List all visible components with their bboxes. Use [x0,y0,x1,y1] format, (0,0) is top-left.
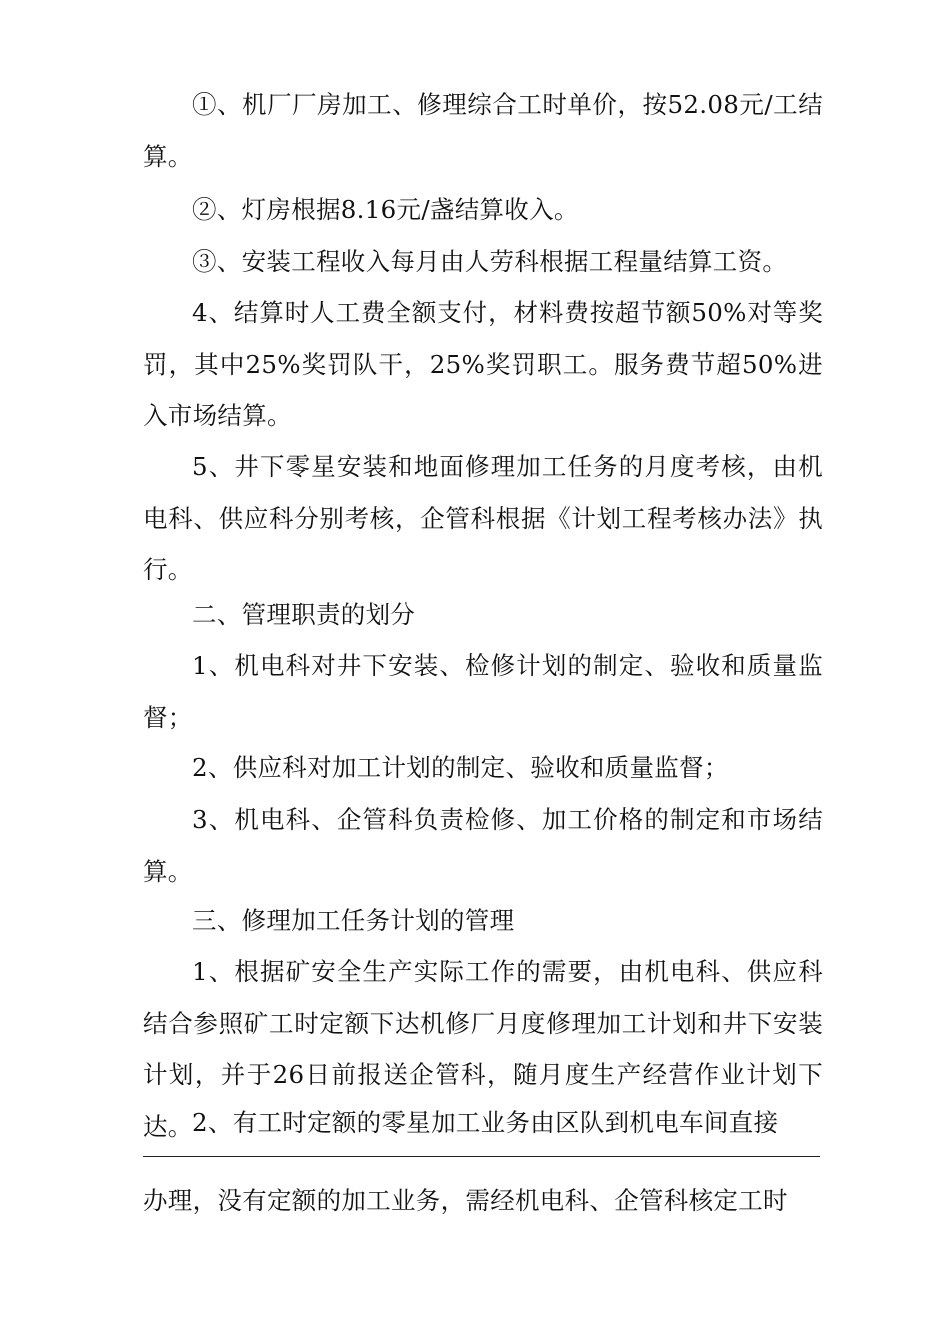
paragraph-mech-elec-duty: 1、机电科对井下安装、检修计划的制定、验收和质量监督； [143,651,823,732]
paragraph-item-3-installation: ③、安装工程收入每月由人劳科根据工程量结算工资。 [192,247,788,276]
paragraph-pricing-duty: 3、机电科、企管科负责检修、加工价格的制定和市场结算。 [143,805,823,886]
section-heading-task-plan: 三、修理加工任务计划的管理 [192,906,515,935]
paragraph-supply-duty: 2、供应科对加工计划的制定、验收和质量监督； [192,753,729,782]
paragraph-item-1-labor-price: ①、机厂厂房加工、修理综合工时单价，按52.08元/工结算。 [143,90,823,171]
paragraph-item-2-lamp-room: ②、灯房根据8.16元/盏结算收入。 [192,195,579,224]
footer-continuation-text: 办理，没有定额的加工业务，需经机电科、企管科核定工时 [143,1186,788,1215]
paragraph-settlement-rules: 4、结算时人工费全额支付，材料费按超节额50%对等奖罚，其中25%奖罚队干，25%奖罚职工。服务费节超50%进入市场结算。 [143,298,823,430]
paragraph-quota-work: 2、有工时定额的零星加工业务由区队到机电车间直接 [192,1108,779,1137]
page-divider [143,1156,820,1157]
paragraph-monthly-assessment: 5、井下零星安装和地面修理加工任务的月度考核，由机电科、供应科分别考核，企管科根据《计划工程考核办法》执行。 [143,452,823,584]
paragraph-plan-issuance: 1、根据矿安全生产实际工作的需要，由机电科、供应科结合参照矿工时定额下达机修厂月度修理加工计划和井下安装计划，并于26日前报送企管科，随月度生产经营作业计划下达。 [143,957,823,1141]
section-heading-responsibilities: 二、管理职责的划分 [192,600,416,629]
